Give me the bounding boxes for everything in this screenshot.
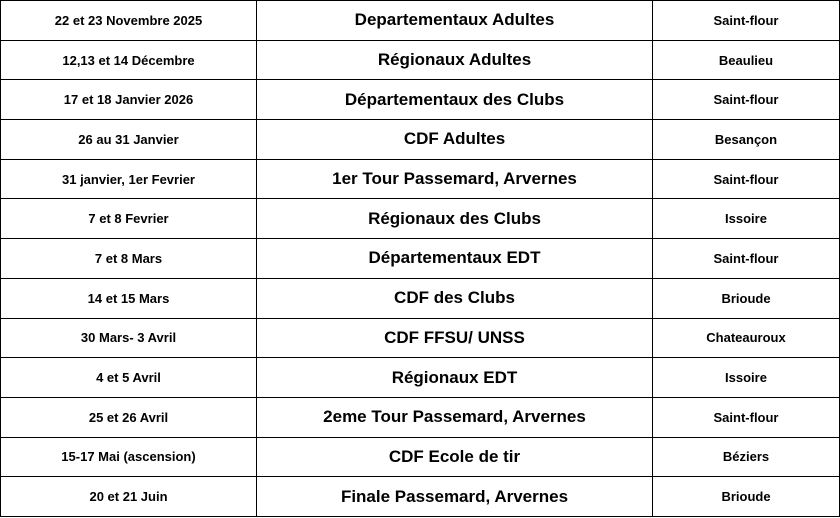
- table-row: [1, 120, 840, 160]
- event-place-cell: Issoire: [653, 199, 840, 239]
- event-place-cell: Saint-flour: [653, 80, 840, 120]
- event-name-cell: Départementaux EDT: [257, 239, 653, 279]
- event-place-cell: Beaulieu: [653, 40, 840, 80]
- event-date-cell: 12,13 et 14 Décembre: [1, 40, 257, 80]
- event-date-cell: 7 et 8 Mars: [1, 239, 257, 279]
- event-place-cell: Brioude: [653, 278, 840, 318]
- event-place-cell: Saint-flour: [653, 159, 840, 199]
- event-date-cell: 26 au 31 Janvier: [1, 120, 257, 160]
- event-name-cell: CDF FFSU/ UNSS: [257, 318, 653, 358]
- table-row: [1, 159, 840, 199]
- event-place-cell: Béziers: [653, 437, 840, 477]
- event-date-cell: 14 et 15 Mars: [1, 278, 257, 318]
- event-name-cell: Régionaux des Clubs: [257, 199, 653, 239]
- event-date-cell: 25 et 26 Avril: [1, 397, 257, 437]
- schedule-body: [1, 1, 840, 517]
- table-row: [1, 437, 840, 477]
- event-name-cell: Régionaux EDT: [257, 358, 653, 398]
- event-date-cell: 15-17 Mai (ascension): [1, 437, 257, 477]
- table-row: [1, 199, 840, 239]
- event-date-cell: 4 et 5 Avril: [1, 358, 257, 398]
- event-name-cell: Régionaux Adultes: [257, 40, 653, 80]
- event-date-cell: 7 et 8 Fevrier: [1, 199, 257, 239]
- event-place-cell: Saint-flour: [653, 239, 840, 279]
- event-place-cell: Saint-flour: [653, 397, 840, 437]
- event-name-cell: CDF des Clubs: [257, 278, 653, 318]
- event-name-cell: Départementaux des Clubs: [257, 80, 653, 120]
- event-name-cell: 1er Tour Passemard, Arvernes: [257, 159, 653, 199]
- event-name-cell: Finale Passemard, Arvernes: [257, 477, 653, 517]
- event-date-cell: 20 et 21 Juin: [1, 477, 257, 517]
- table-row: [1, 278, 840, 318]
- table-row: [1, 1, 840, 41]
- event-date-cell: 17 et 18 Janvier 2026: [1, 80, 257, 120]
- event-place-cell: Saint-flour: [653, 1, 840, 41]
- event-place-cell: Brioude: [653, 477, 840, 517]
- event-date-cell: 30 Mars- 3 Avril: [1, 318, 257, 358]
- event-name-cell: CDF Ecole de tir: [257, 437, 653, 477]
- event-name-cell: Departementaux Adultes: [257, 1, 653, 41]
- event-name-cell: CDF Adultes: [257, 120, 653, 160]
- table-row: [1, 318, 840, 358]
- table-row: [1, 358, 840, 398]
- event-date-cell: 31 janvier, 1er Fevrier: [1, 159, 257, 199]
- table-row: [1, 239, 840, 279]
- event-place-cell: Chateauroux: [653, 318, 840, 358]
- event-place-cell: Issoire: [653, 358, 840, 398]
- table-row: [1, 397, 840, 437]
- table-row: [1, 80, 840, 120]
- event-name-cell: 2eme Tour Passemard, Arvernes: [257, 397, 653, 437]
- table-row: [1, 40, 840, 80]
- table-row: [1, 477, 840, 517]
- event-place-cell: Besançon: [653, 120, 840, 160]
- event-date-cell: 22 et 23 Novembre 2025: [1, 1, 257, 41]
